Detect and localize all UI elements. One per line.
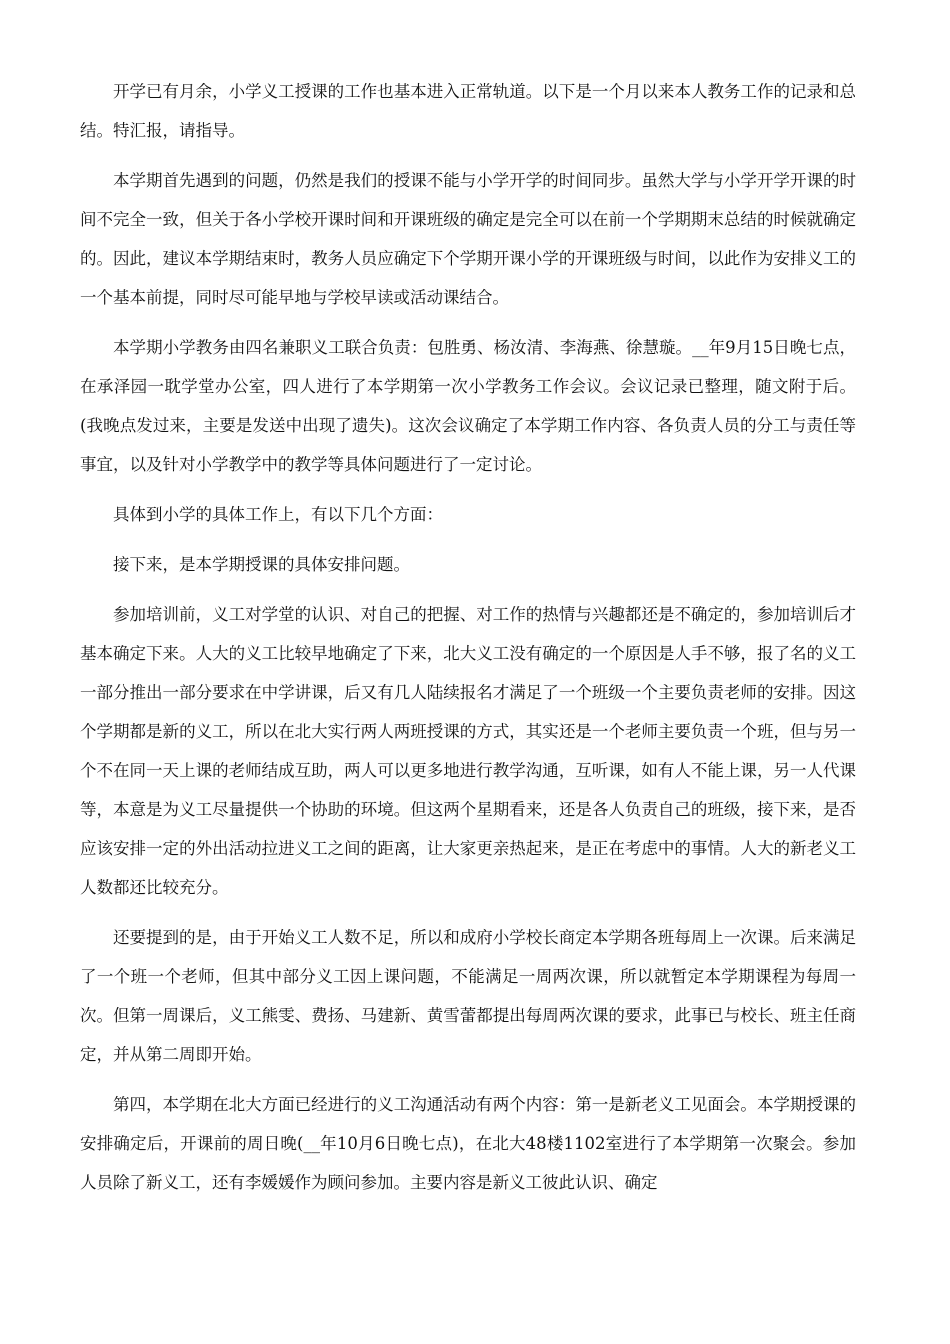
- paragraph-training: 参加培训前，义工对学堂的认识、对自己的把握、对工作的热情与兴趣都还是不确定的，参加培训后才基本确定下来。人大的义工比较早地确定了下来，北大义工没有确定的一个原因是人手不够，报了名的义工一部分推出一部分要求在中学讲课，后又有几人陆续报名才满足了一个班级一个主要负责老师的安排。因这个学期都是新的义工，所以在北大实行两人两班授课的方式，其实还是一个老师主要负责一个班，但与另一个不在同一天上课的老师结成互助，两人可以更多地进行教学沟通，互听课，如有人不能上课，另一人代课等，本意是为义工尽量提供一个协助的环境。但这两个星期看来，还是各人负责自己的班级，接下来，是否应该安排一定的外出活动拉进义工之间的距离，让大家更亲热起来，是正在考虑中的事情。人大的新老义工人数都还比较充分。: [80, 605, 856, 897]
- paragraph-aspects-intro: 具体到小学的具体工作上，有以下几个方面：: [113, 505, 443, 524]
- paragraph-staff-meeting: 本学期小学教务由四名兼职义工联合负责：包胜勇、杨汝清、李海燕、徐慧璇。__年9月15日晚七点，在承泽园一耽学堂办公室，四人进行了本学期第一次小学教务工作会议。会议记录已整理，随文附于后。(我晚点发过来，主要是发送中出现了遗失)。这次会议确定了本学期工作内容、各负责人员的分工与责任等事宜，以及针对小学教学中的教学等具体问题进行了一定讨论。: [80, 338, 856, 474]
- paragraph-class-frequency: 还要提到的是，由于开始义工人数不足，所以和成府小学校长商定本学期各班每周上一次课。后来满足了一个班一个老师，但其中部分义工因上课问题，不能满足一周两次课，所以就暂定本学期课程为每周一次。但第一周课后，义工熊雯、费扬、马建新、黄雪蕾都提出每周两次课的要求，此事已与校长、班主任商定，并从第二周即开始。: [80, 928, 856, 1064]
- paragraph-schedule-issue: 本学期首先遇到的问题，仍然是我们的授课不能与小学开学的时间同步。虽然大学与小学开学开课的时间不完全一致，但关于各小学校开课时间和开课班级的确定是完全可以在前一个学期期末总结的时候就确定的。因此，建议本学期结束时，教务人员应确定下个学期开课小学的开课班级与时间，以此作为安排义工的一个基本前提，同时尽可能早地与学校早读或活动课结合。: [80, 171, 856, 307]
- paragraph-communication: 第四，本学期在北大方面已经进行的义工沟通活动有两个内容：第一是新老义工见面会。本学期授课的安排确定后，开课前的周日晚(__年10月6日晚七点)，在北大48楼1102室进行了本学期第一次聚会。参加人员除了新义工，还有李媛媛作为顾问参加。主要内容是新义工彼此认识、确定: [80, 1095, 856, 1192]
- paragraph-next-arrangement: 接下来，是本学期授课的具体安排问题。: [113, 555, 410, 574]
- paragraph-intro: 开学已有月余，小学义工授课的工作也基本进入正常轨道。以下是一个月以来本人教务工作的记录和总结。特汇报，请指导。: [80, 82, 856, 140]
- document-body: [80, 72, 856, 1213]
